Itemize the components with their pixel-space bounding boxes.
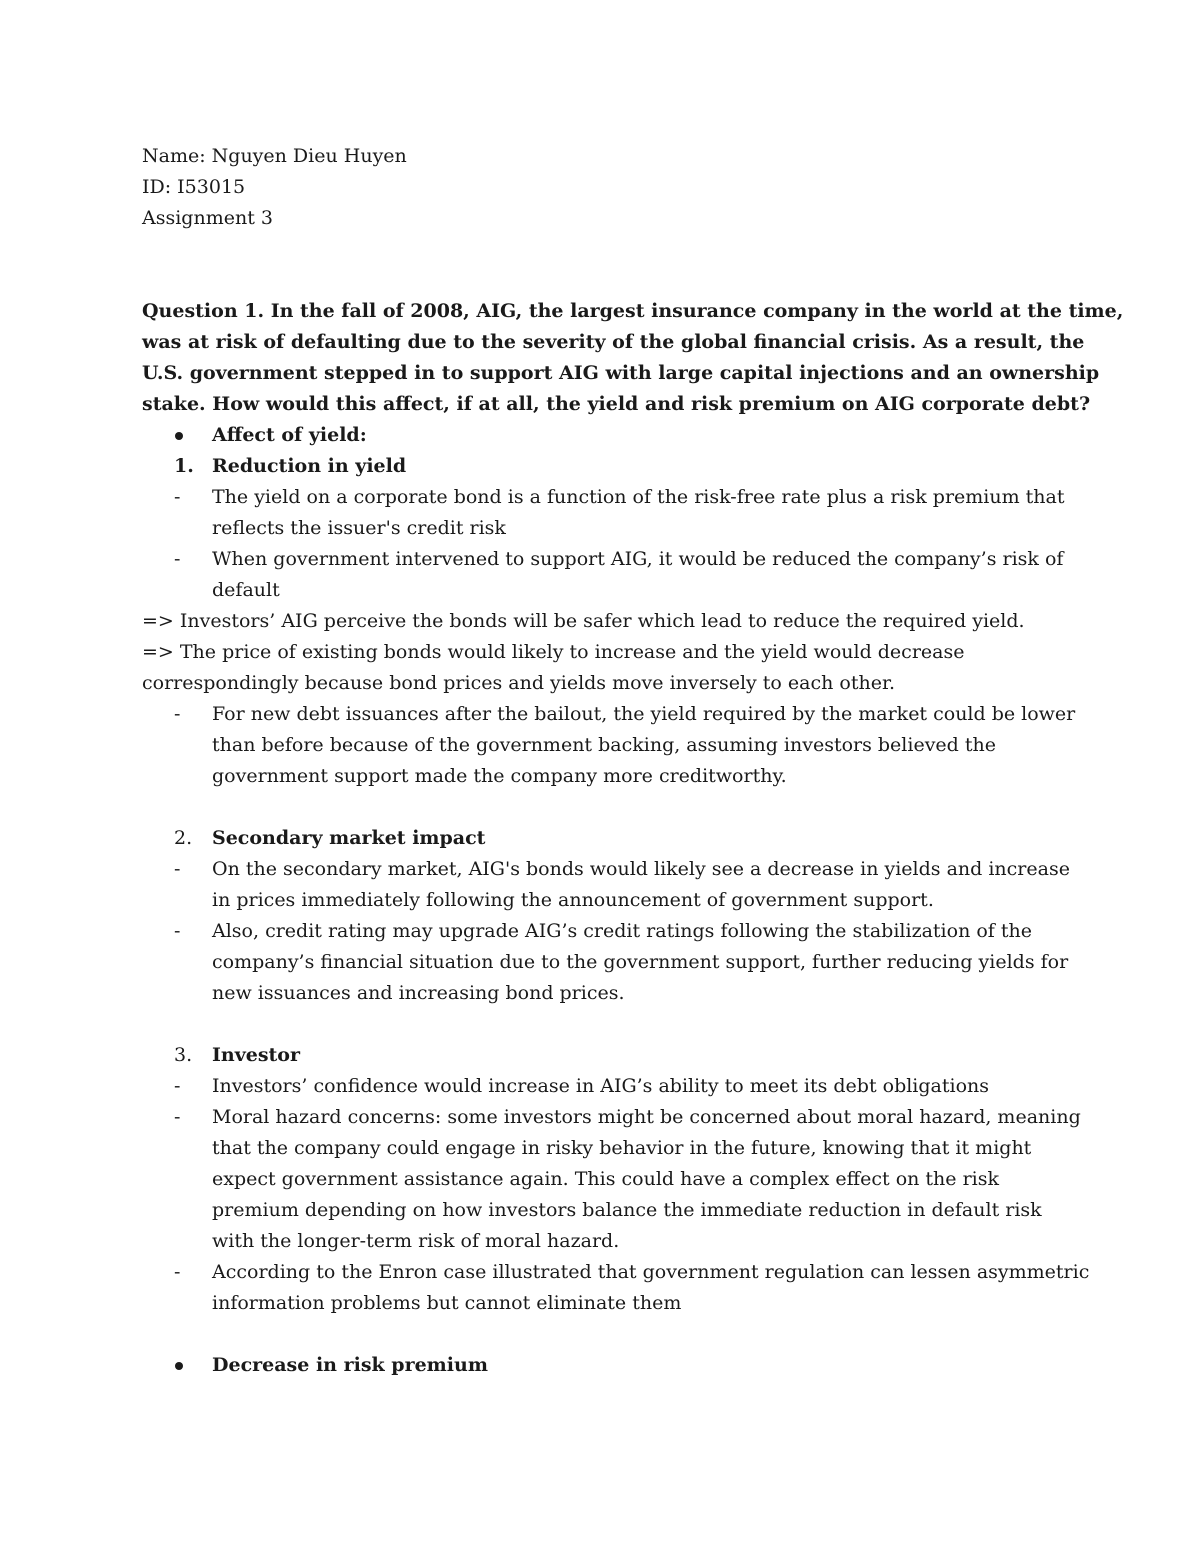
question-text — [142, 296, 1124, 420]
dash-text: When government intervened to support AIG, it would be reduced the company’s risk of — [212, 548, 1064, 570]
dash-marker: - — [174, 858, 181, 880]
bullet-icon — [175, 432, 183, 440]
conclusion-line: => The price of existing bonds would likely to increase and the yield would decrease — [142, 641, 965, 663]
dash-item — [142, 699, 1076, 792]
question-line: stake. How would this affect, if at all, the yield and risk premium on AIG corporate debt? — [142, 393, 1091, 415]
dash-text: expect government assistance again. This could have a complex effect on the risk — [212, 1168, 999, 1190]
dash-text: in prices immediately following the announcement of government support. — [212, 889, 934, 911]
dash-item — [142, 916, 1069, 1009]
dash-text: with the longer-term risk of moral hazard. — [212, 1230, 620, 1252]
dash-text: new issuances and increasing bond prices. — [212, 982, 625, 1004]
bullet-affect-of-yield — [142, 420, 1062, 451]
dash-text: reflects the issuer's credit risk — [212, 517, 506, 539]
question-line: U.S. government stepped in to support AIG with large capital injections and an ownership — [142, 362, 1100, 384]
dash-text: than before because of the government backing, assuming investors believed the — [212, 734, 996, 756]
dash-text: that the company could engage in risky behavior in the future, knowing that it might — [212, 1137, 1032, 1159]
conclusion-line: correspondingly because bond prices and yields move inversely to each other. — [142, 672, 895, 694]
dash-marker: - — [174, 548, 181, 570]
subsection-title: Reduction in yield — [212, 455, 407, 477]
dash-text: government support made the company more creditworthy. — [212, 765, 787, 787]
dash-text: default — [212, 579, 280, 601]
document-body — [142, 141, 1124, 1381]
item-number: 1. — [174, 455, 194, 477]
dash-marker: - — [174, 920, 181, 942]
dash-text: Investors’ confidence would increase in AIG’s ability to meet its debt obligations — [212, 1075, 990, 1097]
dash-text: Also, credit rating may upgrade AIG’s credit ratings following the stabilization of the — [212, 920, 1032, 942]
dash-text: Moral hazard concerns: some investors might be concerned about moral hazard, meaning — [212, 1106, 1081, 1128]
question-line: Question 1. In the fall of 2008, AIG, the largest insurance company in the world at the time, — [142, 300, 1124, 322]
bullet-risk-premium — [142, 1350, 1062, 1381]
numbered-item-2 — [142, 823, 1062, 854]
dash-text: On the secondary market, AIG's bonds would likely see a decrease in yields and increase — [212, 858, 1070, 880]
dash-item — [142, 1102, 1081, 1257]
dash-item — [142, 1257, 1090, 1319]
subsection-title: Investor — [212, 1044, 300, 1066]
bullet-icon — [175, 1362, 183, 1370]
conclusion-line: => Investors’ AIG perceive the bonds will be safer which lead to reduce the required yield. — [142, 610, 1025, 632]
student-id: ID: I53015 — [142, 176, 246, 198]
item-number: 3. — [174, 1044, 193, 1066]
dash-item — [142, 1071, 1062, 1102]
dash-text: The yield on a corporate bond is a function of the risk-free rate plus a risk premium that — [212, 486, 1065, 508]
dash-marker: - — [174, 1106, 181, 1128]
dash-marker: - — [174, 1261, 181, 1283]
section-heading: Affect of yield: — [212, 424, 367, 446]
dash-marker: - — [174, 1075, 181, 1097]
dash-marker: - — [174, 486, 181, 508]
subsection-title: Secondary market impact — [212, 827, 486, 849]
dash-item — [142, 854, 1070, 916]
section-heading: Decrease in risk premium — [212, 1354, 488, 1376]
dash-text: For new debt issuances after the bailout, the yield required by the market could be lower — [212, 703, 1076, 725]
numbered-item-3 — [142, 1040, 1062, 1071]
item-number: 2. — [174, 827, 193, 849]
assignment-title: Assignment 3 — [142, 207, 273, 229]
numbered-item-1 — [142, 451, 1062, 482]
student-name: Name: Nguyen Dieu Huyen — [142, 145, 407, 167]
dash-item — [142, 482, 1065, 544]
question-line: was at risk of defaulting due to the severity of the global financial crisis. As a result, the — [142, 331, 1085, 353]
dash-text: premium depending on how investors balance the immediate reduction in default risk — [212, 1199, 1042, 1221]
dash-text: information problems but cannot eliminate them — [212, 1292, 682, 1314]
dash-text: According to the Enron case illustrated that government regulation can lessen asymmetric — [212, 1261, 1090, 1283]
dash-text: company’s financial situation due to the government support, further reducing yields for — [212, 951, 1069, 973]
dash-item — [142, 544, 1062, 606]
dash-marker: - — [174, 703, 181, 725]
